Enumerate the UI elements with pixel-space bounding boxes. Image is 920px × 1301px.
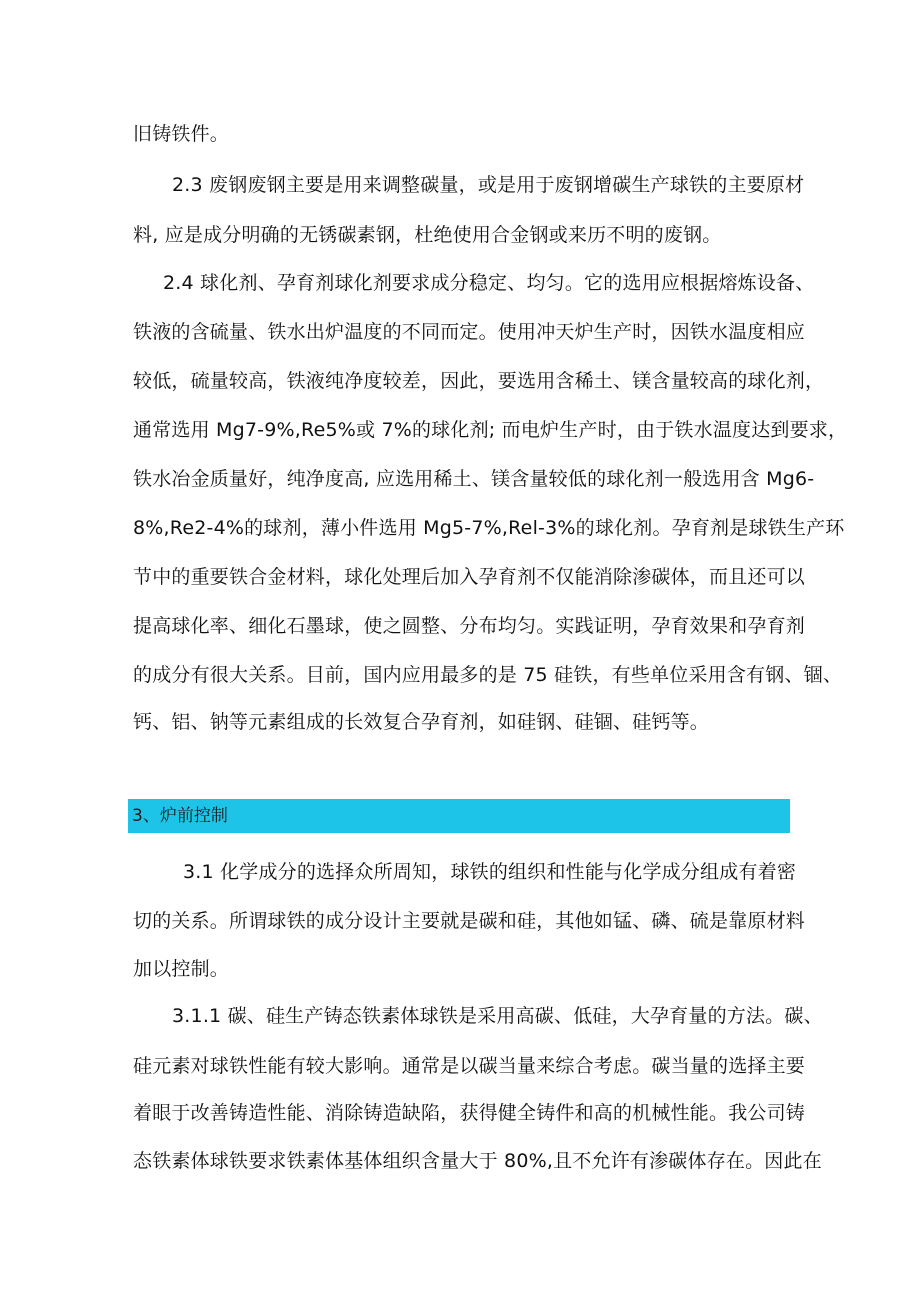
text-line: 旧铸铁件。 xyxy=(133,123,230,145)
section-heading xyxy=(128,799,790,833)
text-line: 节中的重要铁合金材料，球化处理后加入孕育剂不仅能消除渗碳体，而且还可以 xyxy=(133,566,806,588)
text-line: 较低，硫量较高，铁液纯净度较差，因此，要选用含稀土、镁含量较高的球化剂， xyxy=(133,370,825,392)
text-line: 料, 应是成分明确的无锈碳素钢，杜绝使用合金钢或来历不明的废钢。 xyxy=(133,224,722,246)
text-line: 加以控制。 xyxy=(133,958,230,980)
text-line: 钙、铝、钠等元素组成的长效复合孕育剂，如硅钢、硅锢、硅钙等。 xyxy=(133,711,710,733)
text-line: 铁水冶金质量好，纯净度高, 应选用稀土、镁含量较低的球化剂一般选用含 Mg6- xyxy=(133,468,815,490)
text-line: 切的关系。所谓球铁的成分设计主要就是碳和硅，其他如锰、磷、硫是靠原材料 xyxy=(133,910,806,932)
text-line: 的成分有很大关系。目前，国内应用最多的是 75 硅铁，有些单位采用含有钢、锢、 xyxy=(133,664,843,686)
text-line: 3.1 化学成分的选择众所周知，球铁的组织和性能与化学成分组成有着密 xyxy=(183,861,797,883)
text-line: 通常选用 Mg7-9%,Re5%或 7%的球化剂; 而电炉生产时，由于铁水温度达到要求， xyxy=(133,419,848,441)
text-line: 2.4 球化剂、孕育剂球化剂要求成分稳定、均匀。它的选用应根据熔炼设备、 xyxy=(163,272,815,294)
section-heading-text: 3、炉前控制 xyxy=(132,806,228,826)
text-line: 2.3 废钢废钢主要是用来调整碳量，或是用于废钢增碳生产球铁的主要原材 xyxy=(172,174,805,196)
text-line: 着眼于改善铸造性能、消除铸造缺陷，获得健全铸件和高的机械性能。我公司铸 xyxy=(133,1102,806,1124)
text-line: 3.1.1 碳、硅生产铸态铁素体球铁是采用高碳、低硅，大孕育量的方法。碳、 xyxy=(172,1005,823,1027)
text-line: 提高球化率、细化石墨球，使之圆整、分布均匀。实践证明，孕育效果和孕育剂 xyxy=(133,615,806,637)
text-line: 铁液的含硫量、铁水出炉温度的不同而定。使用冲天炉生产时，因铁水温度相应 xyxy=(133,321,806,343)
text-line: 态铁素体球铁要求铁素体基体组织含量大于 80%,且不允许有渗碳体存在。因此在 xyxy=(133,1150,822,1172)
text-line: 8%,Re2-4%的球剂，薄小件选用 Mg5-7%,Rel-3%的球化剂。孕育剂是球铁生产环 xyxy=(133,517,845,539)
text-line: 硅元素对球铁性能有较大影响。通常是以碳当量来综合考虑。碳当量的选择主要 xyxy=(133,1055,806,1077)
